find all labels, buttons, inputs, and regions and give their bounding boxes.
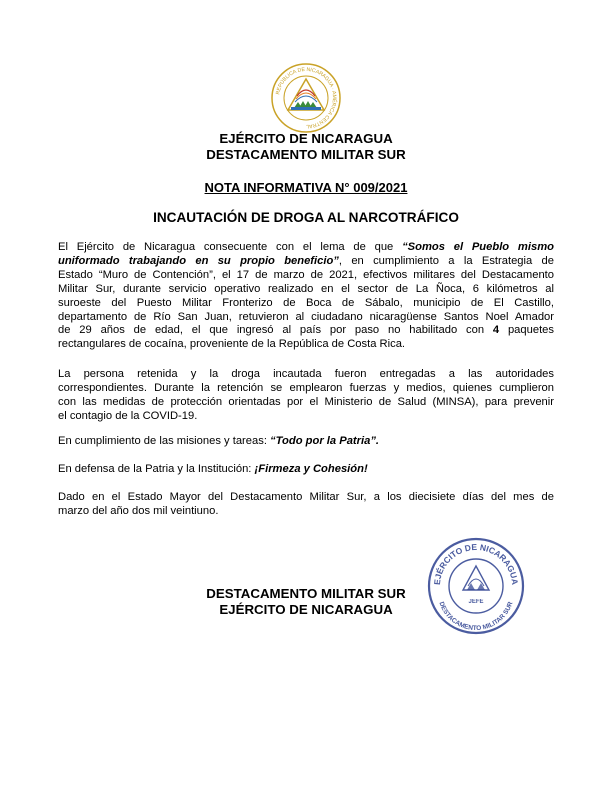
nicaragua-coat-of-arms-icon — [270, 62, 342, 134]
p1-line-3: Estado “Muro de Contención”, el 17 de marzo de 2021, efectivos militares del Destacamento — [58, 268, 554, 281]
p1-line-4: Militar Sur, durante servicio operativo realizado en el sector de La Ñoca, 6 kilómetros al — [58, 282, 554, 295]
svg-text:DESTACAMENTO MILITAR SUR: DESTACAMENTO MILITAR SUR — [437, 600, 515, 633]
p1-line-7: de 29 años de edad, el que ingresó al país por paso no habilitado con 4 paquetes — [58, 324, 554, 337]
paragraph-2 — [58, 368, 554, 424]
header-line-2: DESTACAMENTO MILITAR SUR — [206, 147, 406, 162]
paragraph-4: En defensa de la Patria y la Institución: ¡Firmeza y Cohesión! — [58, 463, 368, 475]
paragraph-3: En cumplimiento de las misiones y tareas: “Todo por la Patria”. — [58, 435, 380, 447]
p1-line-8: rectangulares de cocaína, proveniente de la República de Costa Rica. — [58, 338, 406, 351]
p2-line-2: correspondientes. Durante la retención se emplearon fuerzas y medios, quienes cumplieron — [58, 381, 554, 394]
svg-text:JEFE: JEFE — [468, 599, 484, 605]
slogan-patria: “Todo por la Patria”. — [270, 435, 380, 447]
paragraph-1 — [58, 241, 554, 352]
header-line-1: EJÉRCITO DE NICARAGUA — [219, 131, 393, 146]
footer-line-1: DESTACAMENTO MILITAR SUR — [206, 586, 406, 601]
document-title: INCAUTACIÓN DE DROGA AL NARCOTRÁFICO — [153, 210, 459, 225]
p1-line-1: El Ejército de Nicaragua consecuente con el lema de que “Somos el Pueblo mismo — [58, 241, 554, 253]
p1-line-5: suroeste del Puesto Militar Fronterizo de Boca de Sábalo, municipio de El Castillo, — [58, 296, 554, 309]
official-stamp-icon — [426, 536, 526, 636]
nota-number: NOTA INFORMATIVA N° 009/2021 — [204, 180, 408, 195]
p1-line-2: uniformado trabajando en su propio beneficio”, en cumplimiento a la Estrategia de — [58, 254, 554, 267]
motto-part-2: uniformado trabajando en su propio beneficio” — [58, 254, 339, 267]
svg-text:EJÉRCITO DE NICARAGUA: EJÉRCITO DE NICARAGUA — [431, 541, 521, 586]
p1-line-6: departamento de Río San Juan, retuvieron al ciudadano nicaragüense Santos Noel Amador — [58, 310, 554, 323]
p2-line-3: con las medidas de protección orientadas por el Ministerio de Salud (MINSA), para prevenir — [58, 395, 554, 408]
slogan-firmeza: ¡Firmeza y Cohesión! — [254, 463, 368, 475]
motto-part-1: “Somos el Pueblo mismo — [402, 241, 554, 253]
package-count: 4 — [492, 324, 500, 337]
paragraph-5 — [58, 491, 554, 519]
p5-line-1: Dado en el Estado Mayor del Destacamento Militar Sur, a los diecisiete días del mes de — [58, 491, 554, 503]
svg-text:REPÚBLICA DE NICARAGUA · AMÉRI: REPÚBLICA DE NICARAGUA · AMÉRICA CENTRAL — [275, 66, 338, 130]
p5-line-2: marzo del año dos mil veintiuno. — [58, 504, 219, 517]
footer-line-2: EJÉRCITO DE NICARAGUA — [219, 602, 393, 617]
p2-line-4: el contagio de la COVID-19. — [58, 409, 198, 422]
header — [0, 131, 612, 163]
p2-line-1: La persona retenida y la droga incautada fueron entregadas a las autoridades — [58, 368, 554, 380]
